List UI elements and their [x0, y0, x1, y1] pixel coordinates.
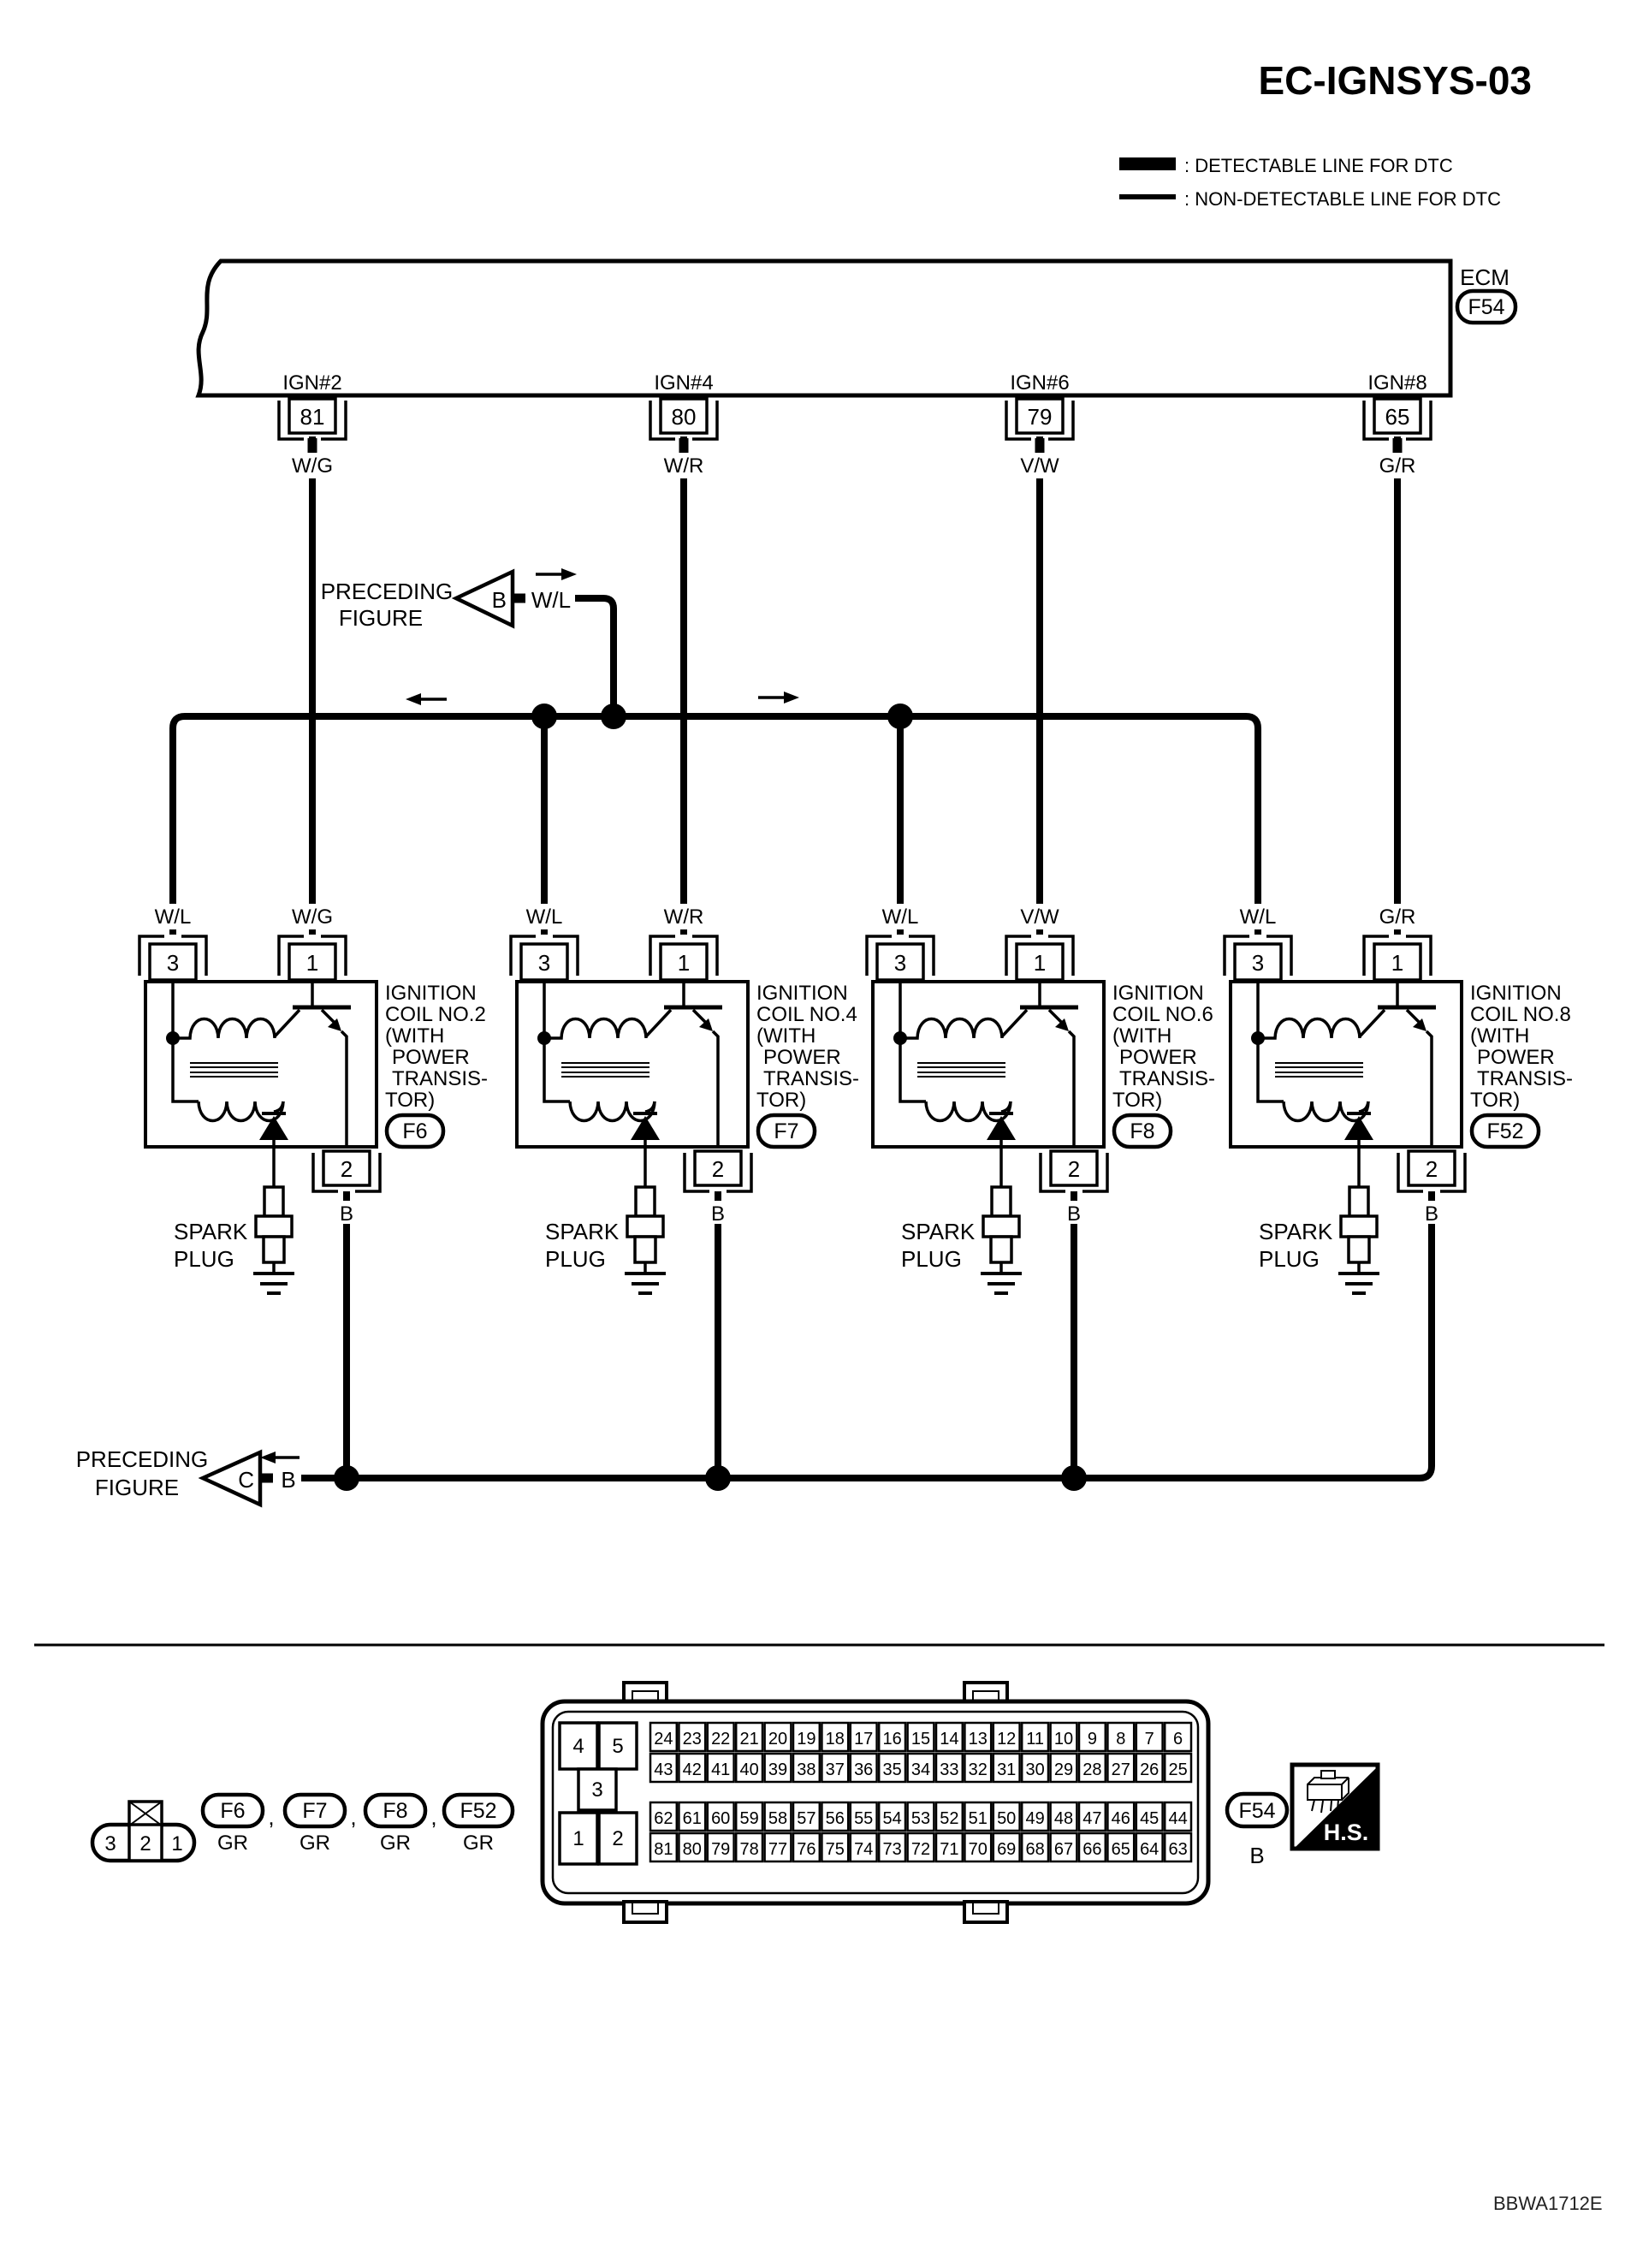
- wire-color-label: B: [710, 1202, 726, 1226]
- ecm-pin-number: 77: [768, 1840, 788, 1859]
- coil-pin-number: 3: [1251, 950, 1265, 976]
- coil-pin-number: 2: [340, 1156, 353, 1182]
- coil-name: POWER: [763, 1046, 841, 1069]
- coil-name: COIL NO.2: [385, 1003, 486, 1026]
- ecm-pin-number: 18: [825, 1730, 845, 1748]
- ecm-pin-number: 3: [591, 1778, 603, 1802]
- b-bus-wire: [301, 1466, 1432, 1478]
- ecm-pin-number: 17: [854, 1730, 874, 1748]
- spark-plug-label: SPARK: [174, 1219, 248, 1244]
- ecm-pin-number: 54: [882, 1809, 902, 1828]
- wl-bus-wire: [173, 716, 1258, 935]
- ignition-coil-no4: [511, 904, 859, 1293]
- ecm-pin-number: 6: [1173, 1730, 1183, 1748]
- coil-name: IGNITION: [1470, 982, 1562, 1005]
- ecm-box: [199, 261, 1450, 395]
- preceding-label: PRECEDING: [75, 1446, 209, 1472]
- coil-name: POWER: [1477, 1046, 1555, 1069]
- arrow-right-head: [561, 568, 577, 580]
- ecm-pin-number: 67: [1053, 1840, 1074, 1859]
- coil-connector-id: F6: [402, 1119, 428, 1143]
- ecm-pin-ign4: [650, 371, 717, 478]
- ecm-pin-number: 9: [1087, 1730, 1097, 1748]
- ecm-pin-number: 37: [825, 1760, 845, 1779]
- ecm-pin-number: 61: [682, 1809, 702, 1828]
- coil-connector-pin: 2: [139, 1832, 151, 1855]
- ecm-pin-number: 39: [768, 1760, 788, 1779]
- coil-connector-pin: 3: [104, 1832, 116, 1855]
- ecm-pin-number: 51: [968, 1809, 988, 1828]
- wire-color-label: G/R: [1379, 905, 1416, 929]
- ecm-connector-id: F54: [1468, 295, 1505, 319]
- ecm-block: [199, 261, 1515, 395]
- ecm-pin-number: 78: [739, 1840, 759, 1859]
- ecm-pin-number: 63: [1168, 1840, 1188, 1859]
- coil-pin-number: 2: [1067, 1156, 1081, 1182]
- ecm-pin-number: 11: [1026, 1730, 1044, 1748]
- ecm-pin-number: 58: [768, 1809, 788, 1828]
- coil-connector-ids: [203, 1795, 513, 1855]
- coil-name: IGNITION: [385, 982, 477, 1005]
- ecm-pin-number: 52: [940, 1809, 959, 1828]
- page-title: EC-IGNSYS-03: [1258, 58, 1532, 103]
- ecm-pin-number: 22: [711, 1730, 731, 1748]
- ecm-pin-number: 31: [997, 1760, 1017, 1779]
- coil-pin-number: 3: [893, 950, 907, 976]
- ecm-pin-number: 26: [1140, 1760, 1160, 1779]
- coil-name: TRANSIS-: [392, 1067, 489, 1090]
- ecm-pin-number: 49: [1025, 1809, 1045, 1828]
- preceding-figure-bottom: [76, 1446, 296, 1505]
- coil-name: IGNITION: [1112, 982, 1204, 1005]
- ecm-pin-number: 19: [797, 1730, 816, 1748]
- ecm-pin-number: 27: [1111, 1760, 1130, 1779]
- ecm-pin-number: 65: [1385, 404, 1410, 430]
- ecm-pin-number: 24: [654, 1730, 673, 1748]
- junction-dot: [531, 704, 557, 729]
- ecm-pin-number: 80: [671, 404, 697, 430]
- ecm-pin-number: 46: [1111, 1809, 1130, 1828]
- wire-color-label: W/R: [663, 905, 704, 929]
- ecm-pin-number: 76: [797, 1840, 816, 1859]
- connector-color: GR: [300, 1832, 330, 1855]
- coil-name: TOR): [1112, 1089, 1163, 1112]
- offpage-ref: B: [491, 587, 507, 613]
- ignition-coil-no6: [867, 904, 1215, 1293]
- wl-feed-wire: [575, 598, 614, 716]
- ecm-pin-number: 65: [1111, 1840, 1130, 1859]
- ignition-coil-no2: [139, 904, 488, 1293]
- ecm-pin-number: 28: [1082, 1760, 1102, 1779]
- coil-name: COIL NO.4: [756, 1003, 857, 1026]
- ecm-pin-number: 13: [968, 1730, 988, 1748]
- wire-color-label: B: [1066, 1202, 1082, 1226]
- wire-color-label: W/L: [531, 587, 572, 613]
- figure-code: BBWA1712E: [1493, 2193, 1603, 2214]
- ecm-pin-number: 32: [968, 1760, 988, 1779]
- coil-pin-number: 1: [305, 950, 319, 976]
- coil-name: POWER: [1119, 1046, 1197, 1069]
- coil-name: (WITH: [1470, 1024, 1530, 1048]
- coil-name: TRANSIS-: [1477, 1067, 1574, 1090]
- ecm-pin-number: 81: [654, 1840, 673, 1859]
- ecm-pin-number: 29: [1053, 1760, 1074, 1779]
- coil-pin-number: 1: [1391, 950, 1404, 976]
- ecm-pin-number: 2: [612, 1827, 624, 1850]
- ecm-pin-number: 71: [940, 1840, 959, 1859]
- coil-name: TOR): [756, 1089, 807, 1112]
- ecm-pin-number: 44: [1168, 1809, 1188, 1828]
- ecm-pin-number: 60: [711, 1809, 731, 1828]
- ecm-pin-number: 74: [854, 1840, 874, 1859]
- wire-color-label: W/L: [154, 905, 192, 929]
- connector-id: F7: [302, 1799, 328, 1823]
- legend-nondetectable-label: : NON-DETECTABLE LINE FOR DTC: [1184, 188, 1501, 210]
- junction-dot: [1061, 1465, 1087, 1491]
- ecm-pin-number: 57: [797, 1809, 816, 1828]
- ecm-pin-number: 7: [1144, 1730, 1154, 1748]
- spark-plug-label: PLUG: [1259, 1246, 1320, 1272]
- comma: ,: [268, 1804, 275, 1830]
- wire-color-label: W/L: [881, 905, 919, 929]
- ecm-pin-number: 4: [572, 1735, 584, 1758]
- ecm-pin-number: 53: [910, 1809, 931, 1828]
- junction-dot: [334, 1465, 359, 1491]
- ecm-pin-number: 41: [711, 1760, 731, 1779]
- ignition-coil-no8: [1225, 904, 1573, 1293]
- ecm-pin-signal: IGN#4: [654, 371, 714, 395]
- connector-tab: [624, 1902, 667, 1922]
- ecm-pin-number: 48: [1053, 1809, 1074, 1828]
- wire-color-label: G/R: [1379, 454, 1416, 478]
- preceding-label: FIGURE: [94, 1475, 180, 1500]
- coil-pin-number: 3: [537, 950, 551, 976]
- coil-connector-id: F7: [774, 1119, 799, 1143]
- connector-id: F52: [460, 1799, 497, 1823]
- legend-nondetectable-line-sample: [1119, 194, 1176, 199]
- ecm-pin-ign2: [279, 371, 346, 478]
- wire-color-label: B: [281, 1467, 296, 1493]
- connector-color: GR: [217, 1832, 248, 1855]
- preceding-label: FIGURE: [338, 605, 424, 631]
- wire-color-label: W/L: [1239, 905, 1277, 929]
- junction-dot: [705, 1465, 731, 1491]
- hs-badge: [1292, 1765, 1378, 1849]
- coil-name: COIL NO.6: [1112, 1003, 1213, 1026]
- ecm-label: ECM: [1460, 264, 1509, 290]
- coil-name: POWER: [392, 1046, 470, 1069]
- ecm-pin-number: 45: [1140, 1809, 1160, 1828]
- ecm-pin-number: 35: [882, 1760, 902, 1779]
- ecm-pin-number: 73: [882, 1840, 902, 1859]
- ecm-pin-number: 16: [882, 1730, 902, 1748]
- ecm-pin-number: 20: [768, 1730, 788, 1748]
- offpage-ref: C: [238, 1467, 254, 1493]
- coil-connector-id: F52: [1486, 1119, 1524, 1143]
- ecm-pin-number: 12: [997, 1730, 1017, 1748]
- ecm-pin-number: 1: [572, 1827, 584, 1850]
- ecm-pin-number: 33: [940, 1760, 959, 1779]
- ecm-connector-pinout: [543, 1683, 1208, 1922]
- coil-pin-number: 2: [1425, 1156, 1438, 1182]
- connector-id: F6: [220, 1799, 246, 1823]
- spark-plug-label: PLUG: [545, 1246, 606, 1272]
- ecm-pin-number: 66: [1082, 1840, 1102, 1859]
- ecm-pin-number: 23: [682, 1730, 702, 1748]
- ecm-pin-number: 80: [682, 1840, 702, 1859]
- coil-pin-number: 1: [677, 950, 691, 976]
- comma: ,: [350, 1804, 357, 1830]
- ecm-pin-ign8: [1364, 371, 1431, 478]
- ecm-pin-number: 50: [997, 1809, 1017, 1828]
- coil-name: (WITH: [756, 1024, 816, 1048]
- junction-dot: [887, 704, 913, 729]
- ecm-pin-signal: IGN#8: [1367, 371, 1427, 395]
- connector-color: GR: [463, 1832, 494, 1855]
- ecm-pin-number: 79: [1027, 404, 1053, 430]
- coil-pin-number: 2: [711, 1156, 725, 1182]
- ecm-pin-number: 34: [910, 1760, 931, 1779]
- wire-color-label: B: [1424, 1202, 1439, 1226]
- wire-color-label: W/L: [525, 905, 563, 929]
- ecm-pin-number: 25: [1168, 1760, 1188, 1779]
- coil-connector-id: F8: [1130, 1119, 1155, 1143]
- ecm-pin-number: 81: [300, 404, 325, 430]
- ecm-pin-number: 15: [910, 1730, 931, 1748]
- ecm-pin-number: 69: [997, 1840, 1017, 1859]
- ecm-pin-number: 55: [854, 1809, 874, 1828]
- preceding-figure-top: [321, 572, 571, 631]
- arrow-right-head: [784, 692, 799, 704]
- spark-plug-label: SPARK: [901, 1219, 976, 1244]
- wire-color-label: V/W: [1020, 454, 1059, 478]
- connector-id: F8: [383, 1799, 408, 1823]
- ecm-pin-number: 72: [910, 1840, 931, 1859]
- ecm-pin-number: 21: [739, 1730, 759, 1748]
- coil-connector-pin: 1: [171, 1832, 183, 1855]
- connector-id: F54: [1238, 1799, 1276, 1823]
- coil-name: COIL NO.8: [1470, 1003, 1571, 1026]
- coil-name: TRANSIS-: [763, 1067, 860, 1090]
- ecm-pin-number: 14: [940, 1730, 959, 1748]
- ecm-pin-number: 56: [825, 1809, 845, 1828]
- coil-name: (WITH: [385, 1024, 445, 1048]
- preceding-label: PRECEDING: [320, 579, 454, 604]
- spark-plug-label: SPARK: [1259, 1219, 1333, 1244]
- ecm-connector-id-group: [1227, 1794, 1287, 1868]
- coil-name: IGNITION: [756, 982, 848, 1005]
- spark-plug-label: SPARK: [545, 1219, 620, 1244]
- ecm-pin-number: 5: [612, 1735, 624, 1758]
- wire-color-label: W/G: [292, 454, 333, 478]
- legend: [1119, 155, 1501, 210]
- ecm-pin-number: 38: [797, 1760, 816, 1779]
- ecm-pin-number: 70: [968, 1840, 988, 1859]
- ecm-pin-number: 47: [1082, 1809, 1102, 1828]
- hs-label: H.S.: [1323, 1820, 1369, 1845]
- connector-tab: [964, 1902, 1007, 1922]
- spark-plug-label: PLUG: [901, 1246, 962, 1272]
- ecm-pin-number: 10: [1053, 1730, 1074, 1748]
- ecm-pin-number: 75: [825, 1840, 845, 1859]
- arrow-left-head: [260, 1452, 276, 1464]
- ecm-pin-number: 62: [654, 1809, 673, 1828]
- coil-name: TOR): [385, 1089, 436, 1112]
- ecm-pin-number: 59: [739, 1809, 759, 1828]
- connector-color: GR: [380, 1832, 411, 1855]
- ecm-pin-number: 30: [1025, 1760, 1045, 1779]
- ecm-pin-number: 42: [682, 1760, 702, 1779]
- wire-color-label: V/W: [1020, 905, 1059, 929]
- ecm-pin-signal: IGN#2: [282, 371, 342, 395]
- ecm-pin-number: 43: [654, 1760, 673, 1779]
- legend-detectable-line-sample: [1119, 157, 1176, 170]
- wire-color-label: W/G: [292, 905, 333, 929]
- coil-name: TOR): [1470, 1089, 1521, 1112]
- spark-plug-label: PLUG: [174, 1246, 234, 1272]
- ecm-pin-number: 64: [1140, 1840, 1160, 1859]
- wire-color-label: W/R: [663, 454, 704, 478]
- legend-detectable-label: : DETECTABLE LINE FOR DTC: [1184, 155, 1453, 176]
- coil-name: (WITH: [1112, 1024, 1172, 1048]
- coil-pin-number: 3: [166, 950, 180, 976]
- arrow-left-head: [406, 693, 421, 705]
- coil-connector-pinout: [92, 1802, 194, 1861]
- connector-color: B: [1249, 1843, 1265, 1868]
- ecm-pin-number: 79: [711, 1840, 731, 1859]
- junction-dot: [601, 704, 626, 729]
- ecm-pin-number: 8: [1116, 1730, 1126, 1748]
- ecm-pin-number: 36: [854, 1760, 874, 1779]
- ecm-pin-ign6: [1006, 371, 1073, 478]
- ecm-pin-number: 68: [1025, 1840, 1045, 1859]
- coil-name: TRANSIS-: [1119, 1067, 1216, 1090]
- wire-color-label: B: [339, 1202, 354, 1226]
- ecm-pin-signal: IGN#6: [1010, 371, 1070, 395]
- ecm-pin-number: 40: [739, 1760, 759, 1779]
- coil-pin-number: 1: [1033, 950, 1047, 976]
- comma: ,: [430, 1804, 437, 1830]
